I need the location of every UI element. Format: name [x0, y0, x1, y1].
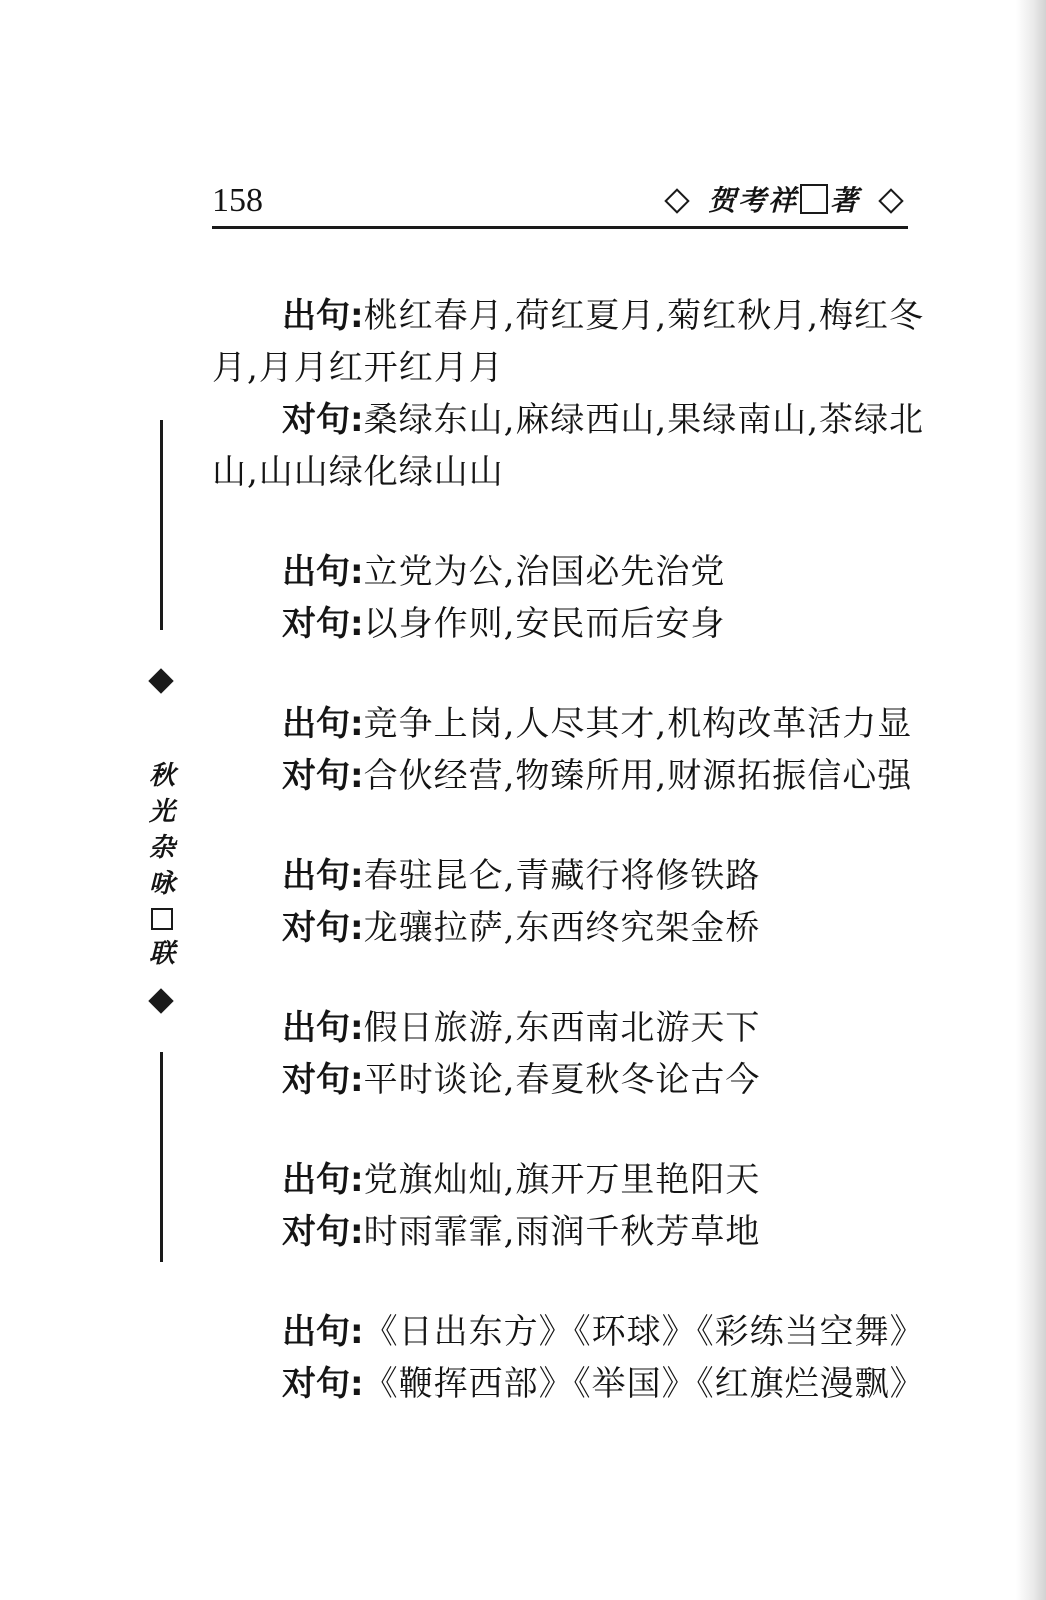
- author-suffix: 著: [829, 184, 860, 217]
- first-line-label: 出句:: [282, 296, 364, 336]
- filled-diamond-icon: [148, 668, 173, 693]
- second-line: [212, 598, 968, 650]
- first-line: [212, 1002, 968, 1054]
- box-placeholder-icon: [151, 908, 173, 930]
- first-line: [212, 698, 968, 750]
- running-header: [212, 180, 908, 226]
- second-line-label: 对句:: [282, 1364, 364, 1404]
- second-line-label: 对句:: [282, 1212, 364, 1252]
- side-line-bottom: [160, 1052, 163, 1262]
- diamond-outline-icon: [878, 188, 903, 213]
- couplet-block: [212, 1306, 968, 1410]
- second-line-text: 平时谈论,春夏秋冬论古今: [363, 1060, 761, 1100]
- side-section-title: [146, 758, 178, 972]
- side-line-top: [160, 420, 163, 630]
- first-line-label: 出句:: [282, 552, 364, 592]
- first-line-text: 桃红春月,荷红夏月,菊红秋月,梅红冬月,月月红开红月月: [212, 296, 925, 388]
- side-ornament: [146, 420, 178, 1290]
- first-line-text: 假日旅游,东西南北游天下: [363, 1008, 761, 1048]
- side-title-char: 联: [148, 939, 175, 969]
- first-line: [212, 1154, 968, 1206]
- author-name: [708, 180, 860, 222]
- first-line-text: 党旗灿灿,旗开万里艳阳天: [363, 1160, 761, 1200]
- first-line: [212, 1306, 968, 1358]
- second-line-label: 对句:: [282, 400, 364, 440]
- first-line-label: 出句:: [282, 704, 364, 744]
- side-title-char: 秋: [148, 761, 175, 791]
- couplet-list: [212, 290, 968, 1410]
- first-line-label: 出句:: [282, 1008, 364, 1048]
- second-line: [212, 902, 968, 954]
- first-line-text: 立党为公,治国必先治党: [363, 552, 726, 592]
- first-line-label: 出句:: [282, 1312, 364, 1352]
- first-line-label: 出句:: [282, 856, 364, 896]
- second-line-label: 对句:: [282, 756, 364, 796]
- couplet-block: [212, 850, 968, 954]
- header-rule: [212, 226, 908, 229]
- second-line: [212, 394, 968, 498]
- side-title-char: 杂: [148, 833, 175, 863]
- couplet-block: [212, 1154, 968, 1258]
- first-line: [212, 290, 968, 394]
- side-title-char: 光: [148, 797, 175, 827]
- second-line: [212, 1358, 968, 1410]
- box-placeholder-icon: [800, 184, 828, 214]
- second-line-label: 对句:: [282, 1060, 364, 1100]
- couplet-block: [212, 290, 968, 498]
- first-line: [212, 850, 968, 902]
- page-number: 158: [212, 182, 263, 219]
- first-line-text: 《日出东方》《环球》《彩练当空舞》: [363, 1312, 925, 1352]
- author-text: 贺考祥: [707, 184, 798, 217]
- second-line: [212, 1054, 968, 1106]
- first-line-text: 春驻昆仑,青藏行将修铁路: [363, 856, 761, 896]
- second-line-label: 对句:: [282, 908, 364, 948]
- couplet-block: [212, 546, 968, 650]
- second-line-text: 桑绿东山,麻绿西山,果绿南山,茶绿北山,山山绿化绿山山: [212, 400, 925, 492]
- page-edge-shadow: [1016, 0, 1046, 1600]
- second-line-label: 对句:: [282, 604, 364, 644]
- second-line-text: 时雨霏霏,雨润千秋芳草地: [363, 1212, 761, 1252]
- header-author-block: [660, 180, 908, 222]
- second-line-text: 龙骧拉萨,东西终究架金桥: [363, 908, 761, 948]
- side-title-char: 咏: [148, 869, 175, 899]
- diamond-outline-icon: [664, 188, 689, 213]
- second-line: [212, 1206, 968, 1258]
- second-line: [212, 750, 968, 802]
- first-line: [212, 546, 968, 598]
- couplet-block: [212, 698, 968, 802]
- second-line-text: 以身作则,安民而后安身: [363, 604, 726, 644]
- first-line-text: 竞争上岗,人尽其才,机构改革活力显: [363, 704, 913, 744]
- second-line-text: 《鞭挥西部》《举国》《红旗烂漫飘》: [363, 1364, 925, 1404]
- couplet-block: [212, 1002, 968, 1106]
- filled-diamond-icon: [148, 988, 173, 1013]
- second-line-text: 合伙经营,物臻所用,财源拓振信心强: [363, 756, 913, 796]
- first-line-label: 出句:: [282, 1160, 364, 1200]
